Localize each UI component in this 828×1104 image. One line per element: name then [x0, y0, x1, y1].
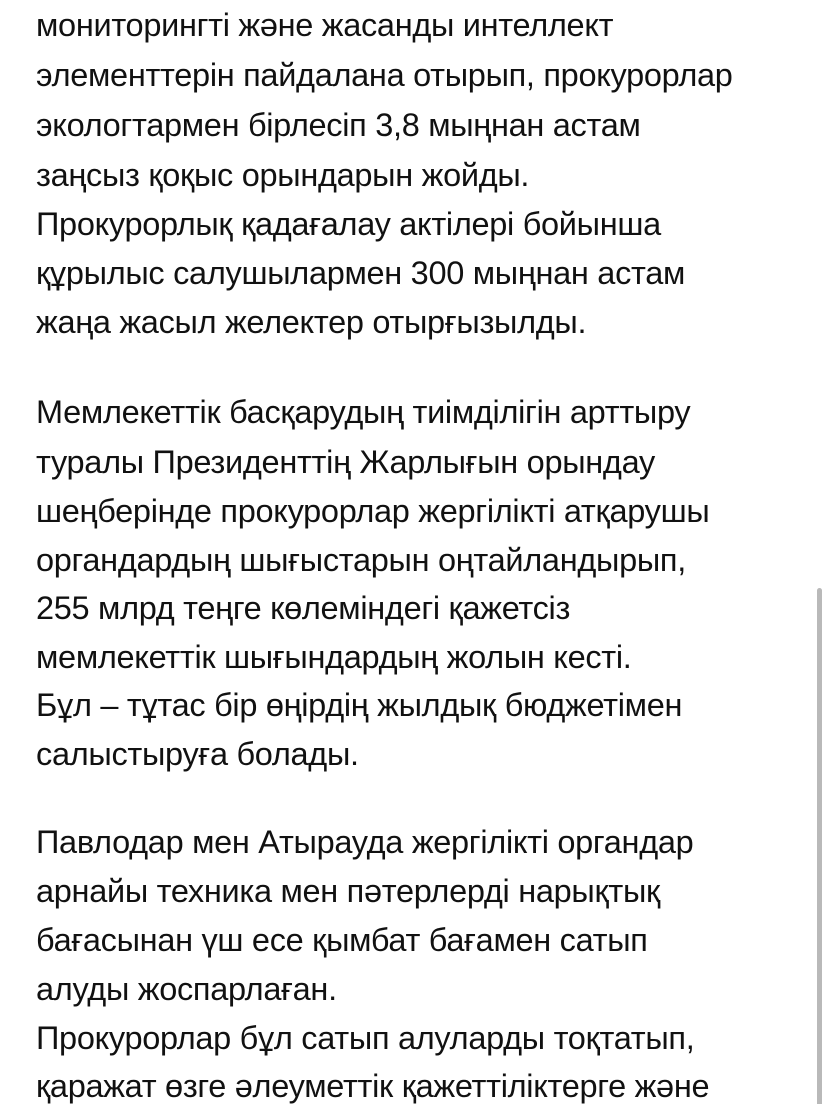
- text-line: Мемлекеттік басқарудың тиімділігін арттыру: [36, 394, 691, 430]
- text-line: салыстыруға болады.: [36, 736, 359, 772]
- vertical-scrollbar[interactable]: [817, 588, 822, 1104]
- text-line: Павлодар мен Атырауда жергілікті органдар: [36, 824, 694, 860]
- text-line: бағасынан үш есе қымбат бағамен сатып: [36, 922, 648, 958]
- text-line: арнайы техника мен пәтерлерді нарықтық: [36, 873, 660, 909]
- text-line: органдардың шығыстарын оңтайландырып,: [36, 542, 686, 578]
- text-line: туралы Президенттің Жарлығын орындау: [36, 444, 655, 480]
- text-line: алуды жоспарлаған.: [36, 971, 337, 1007]
- text-line: 255 млрд теңге көлеміндегі қажетсіз: [36, 590, 571, 626]
- text-line: жаңа жасыл желектер отырғызылды.: [36, 304, 587, 340]
- text-line: қаражат өзге әлеуметтік қажеттіліктерге және: [36, 1068, 710, 1104]
- text-line: шеңберінде прокурорлар жергілікті атқарушы: [36, 493, 710, 529]
- text-line: құрылыс салушылармен 300 мыңнан астам: [36, 255, 686, 291]
- text-line: мониторингті және жасанды интеллект: [36, 7, 614, 43]
- text-line: заңсыз қоқыс орындарын жойды.: [36, 157, 530, 193]
- text-line: Прокурорлық қадағалау актілері бойынша: [36, 206, 661, 242]
- text-line: экологтармен бірлесіп 3,8 мыңнан астам: [36, 107, 641, 143]
- text-line: Бұл – тұтас бір өңірдің жылдық бюджетімен: [36, 687, 683, 723]
- text-line: элементтерін пайдалана отырып, прокурорлар: [36, 57, 733, 93]
- text-line: мемлекеттік шығындардың жолын кесті.: [36, 639, 632, 675]
- text-line: Прокурорлар бұл сатып алуларды тоқтатып,: [36, 1020, 695, 1056]
